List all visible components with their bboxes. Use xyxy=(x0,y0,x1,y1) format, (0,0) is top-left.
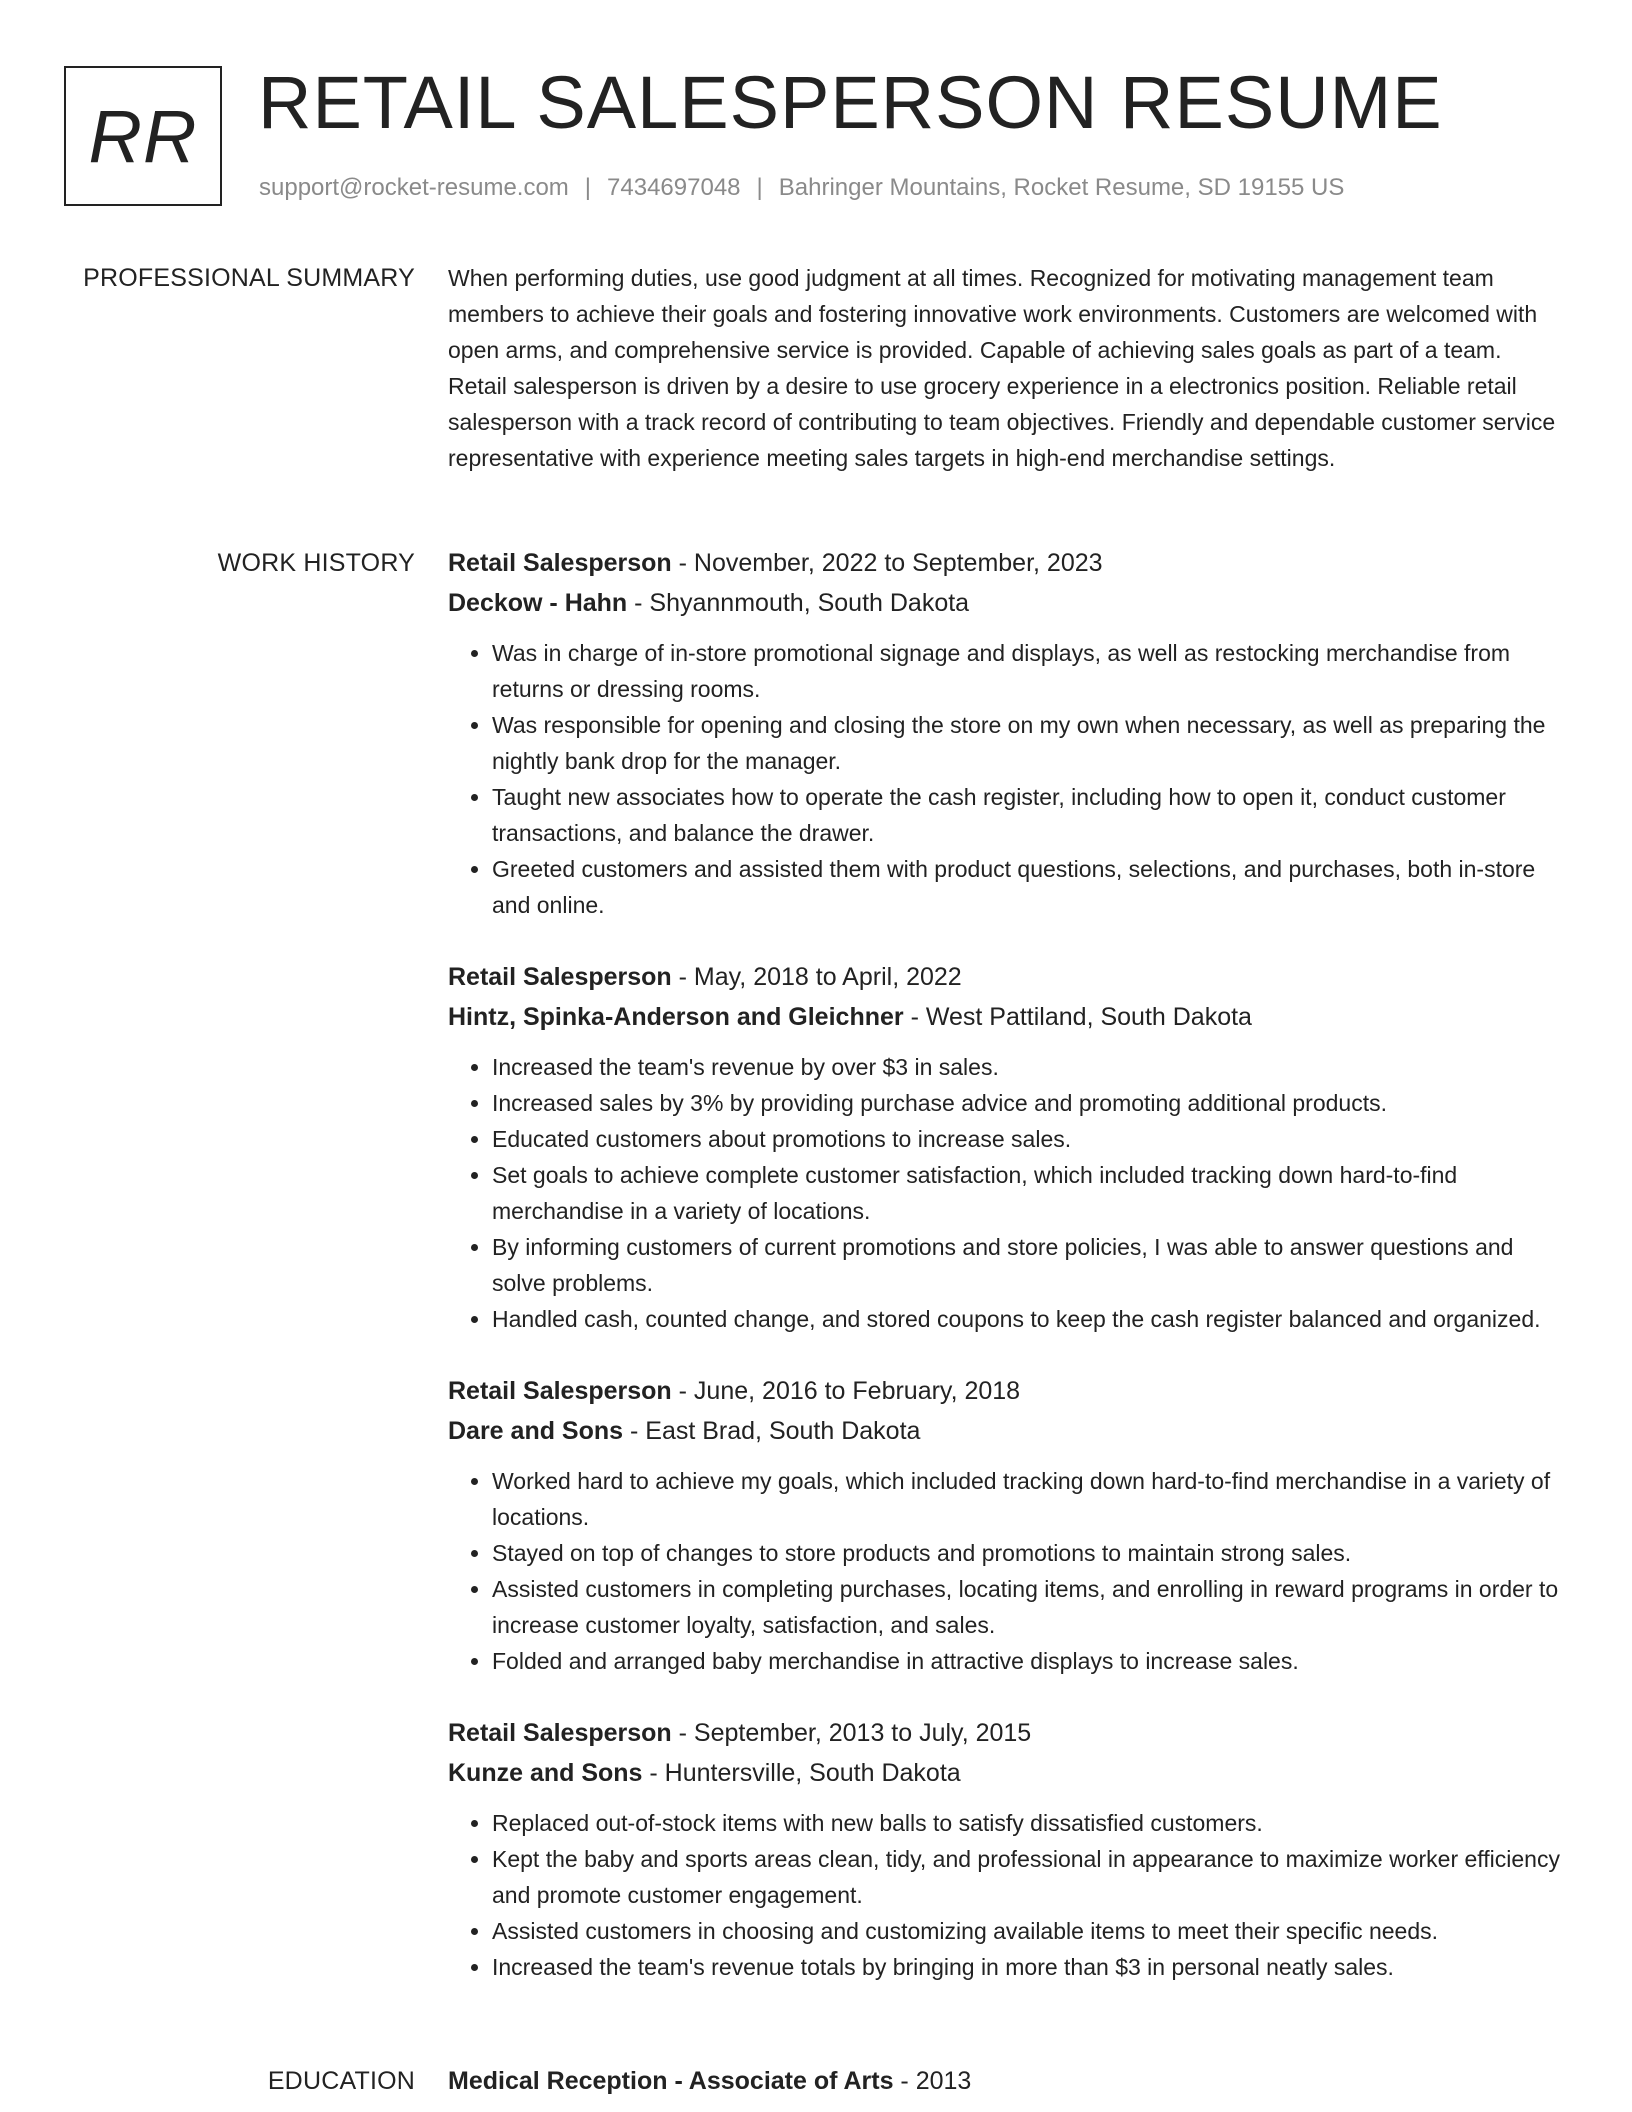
job-bullet: • Increased sales by 3% by providing purchase advice and promoting additional products. xyxy=(492,1085,1566,1121)
job-title-line xyxy=(448,1713,1566,1753)
job-location: - Huntersville, South Dakota xyxy=(642,1759,961,1787)
job-title: Retail Salesperson xyxy=(448,963,672,991)
job-bullet: • Stayed on top of changes to store products and promotions to maintain strong sales. xyxy=(492,1535,1566,1571)
job-title-line xyxy=(448,543,1566,583)
job-company: Dare and Sons xyxy=(448,1417,624,1445)
section-label-summary: PROFESSIONAL SUMMARY xyxy=(83,264,415,292)
job-bullet: • Was responsible for opening and closing the store on my own when necessary, as well as preparing the nightly bank drop for the manager. xyxy=(492,707,1566,779)
job-bullets xyxy=(448,1049,1566,1337)
job-title: Retail Salesperson xyxy=(448,549,672,577)
job-bullet: • Replaced out-of-stock items with new balls to satisfy dissatisfied customers. xyxy=(492,1805,1566,1841)
job-company-line xyxy=(448,997,1566,1037)
job-entry xyxy=(448,1371,1566,1679)
contact-address: Bahringer Mountains, Rocket Resume, SD 19155 US xyxy=(778,174,1345,201)
job-bullet: • Assisted customers in completing purchases, locating items, and enrolling in reward programs in order to increase customer loyalty, satisfaction, and sales. xyxy=(492,1571,1566,1643)
job-dates: - November, 2022 to September, 2023 xyxy=(671,549,1103,577)
job-bullets xyxy=(448,635,1566,923)
job-entry xyxy=(448,1713,1566,1985)
monogram-logo: RR xyxy=(64,66,222,206)
job-bullet: • Increased the team's revenue totals by bringing in more than $3 in personal neatly sales. xyxy=(492,1949,1566,1985)
job-bullet: • Folded and arranged baby merchandise in attractive displays to increase sales. xyxy=(492,1643,1566,1679)
job-company-line xyxy=(448,1753,1566,1793)
job-title: Retail Salesperson xyxy=(448,1719,672,1747)
job-bullet: • Educated customers about promotions to increase sales. xyxy=(492,1121,1566,1157)
job-bullet: • Increased the team's revenue by over $3 in sales. xyxy=(492,1049,1566,1085)
job-bullet: • Taught new associates how to operate the cash register, including how to open it, conduct customer transactions, and balance the drawer. xyxy=(492,779,1566,851)
work-history-list xyxy=(448,543,1566,2019)
job-bullet: • Greeted customers and assisted them with product questions, selections, and purchases, both in-store and online. xyxy=(492,851,1566,923)
job-entry xyxy=(448,543,1566,923)
job-company: Deckow - Hahn xyxy=(448,589,628,617)
job-dates: - June, 2016 to February, 2018 xyxy=(671,1377,1021,1405)
job-bullet: • Worked hard to achieve my goals, which included tracking down hard-to-find merchandise in a variety of locations. xyxy=(492,1463,1566,1535)
contact-email: support@rocket-resume.com xyxy=(259,174,569,201)
section-label-education: EDUCATION xyxy=(267,2067,415,2095)
job-company: Hintz, Spinka-Anderson and Gleichner xyxy=(448,1003,904,1031)
job-company: Kunze and Sons xyxy=(448,1759,643,1787)
contact-separator: | xyxy=(584,174,592,201)
job-bullets xyxy=(448,1463,1566,1679)
job-dates: - May, 2018 to April, 2022 xyxy=(671,963,962,991)
contact-separator: | xyxy=(756,174,763,201)
job-title-line xyxy=(448,1371,1566,1411)
job-bullet: • Kept the baby and sports areas clean, tidy, and professional in appearance to maximize worker efficiency and promote customer engagement. xyxy=(492,1841,1566,1913)
education-year: - 2013 xyxy=(893,2067,972,2095)
job-bullet: • Handled cash, counted change, and stored coupons to keep the cash register balanced and organized. xyxy=(492,1301,1566,1337)
section-label-work-history: WORK HISTORY xyxy=(217,549,415,577)
job-title: Retail Salesperson xyxy=(448,1377,672,1405)
job-bullet: • Set goals to achieve complete customer satisfaction, which included tracking down hard-to-find merchandise in a variety of locations. xyxy=(492,1157,1566,1229)
resume-title: RETAIL SALESPERSON RESUME xyxy=(258,61,1443,144)
contact-phone: 7434697048 xyxy=(607,174,741,201)
job-location: - West Pattiland, South Dakota xyxy=(903,1003,1252,1031)
job-company-line xyxy=(448,1411,1566,1451)
job-bullet: • Assisted customers in choosing and customizing available items to meet their specific needs. xyxy=(492,1913,1566,1949)
contact-line xyxy=(259,174,1344,202)
job-title-line xyxy=(448,957,1566,997)
job-bullet: • Was in charge of in-store promotional signage and displays, as well as restocking merchandise from returns or dressing rooms. xyxy=(492,635,1566,707)
resume-header xyxy=(64,61,1564,216)
education-line xyxy=(448,2061,1566,2101)
job-location: - East Brad, South Dakota xyxy=(623,1417,921,1445)
education-degree: Medical Reception - Associate of Arts xyxy=(448,2067,894,2095)
job-location: - Shyannmouth, South Dakota xyxy=(627,589,970,617)
job-bullets xyxy=(448,1805,1566,1985)
job-entry xyxy=(448,957,1566,1337)
job-dates: - September, 2013 to July, 2015 xyxy=(671,1719,1032,1747)
summary-text: When performing duties, use good judgment at all times. Recognized for motivating management team members to achieve their goals and fostering innovative work environments. Customers are welcomed with open arms, and comprehensive service is provided. Capable of achieving sales goals as part of a team. Retail salesperson is driven by a desire to use grocery experience in a electronics position. Reliable retail salesperson with a track record of contributing to team objectives. Friendly and dependable customer service representative with experience meeting sales targets in high-end merchandise settings. xyxy=(448,265,1556,471)
job-company-line xyxy=(448,583,1566,623)
job-bullet: • By informing customers of current promotions and store policies, I was able to answer questions and solve problems. xyxy=(492,1229,1566,1301)
